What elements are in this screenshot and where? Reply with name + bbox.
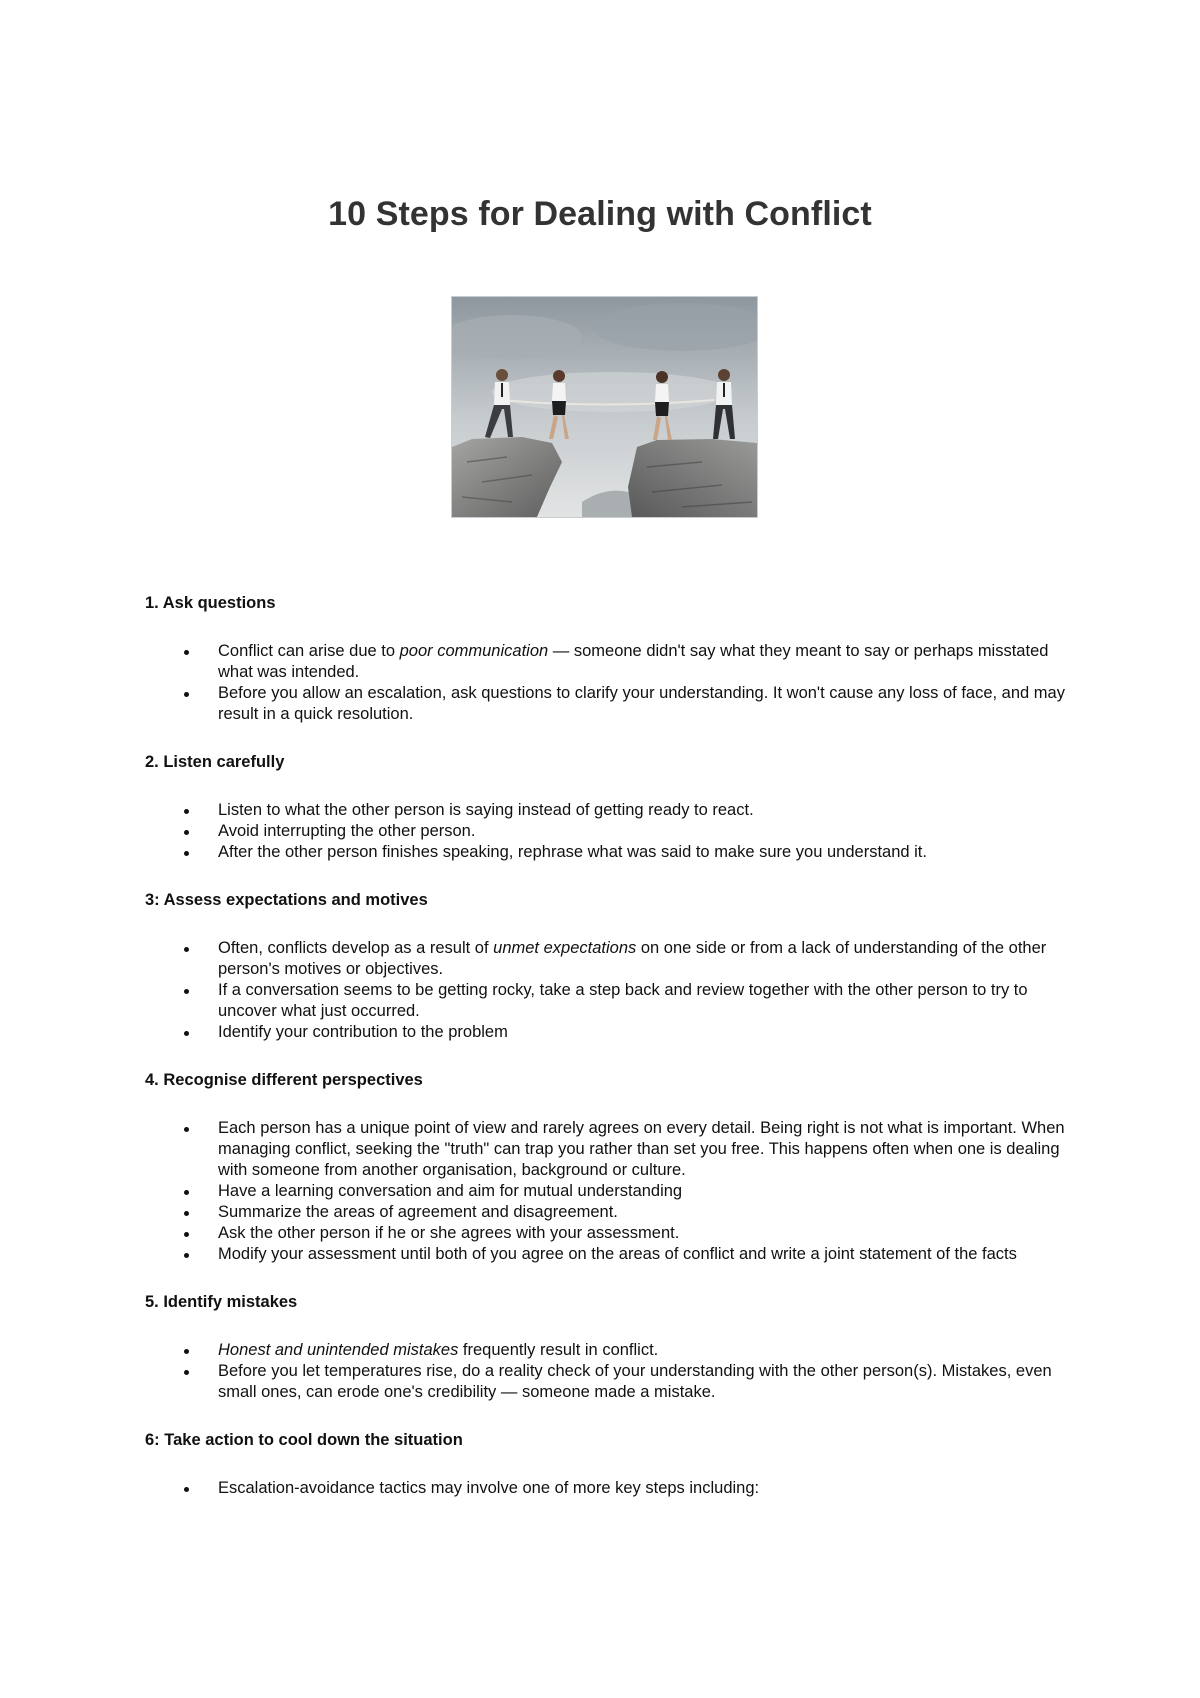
- bullet-item: Often, conflicts develop as a result of unmet expectations on one side or from a lack of understanding of the other person's motives or objectives.: [145, 938, 1066, 980]
- document-body: [145, 592, 1065, 1499]
- section-heading-recognise-perspectives: 4. Recognise different perspectives: [145, 1071, 423, 1089]
- bullet-list: [145, 1478, 1065, 1499]
- bullet-item: Summarize the areas of agreement and disagreement.: [145, 1202, 1066, 1223]
- bullet-list: [145, 800, 1065, 863]
- section-heading-listen-carefully: 2. Listen carefully: [145, 753, 285, 771]
- bullet-list: [145, 1340, 1065, 1403]
- bullet-item: Have a learning conversation and aim for mutual understanding: [145, 1181, 1066, 1202]
- bullet-item: After the other person finishes speaking, rephrase what was said to make sure you understand it.: [145, 842, 1066, 863]
- section-heading-cool-down: 6: Take action to cool down the situation: [145, 1431, 463, 1449]
- document-title: 10 Steps for Dealing with Conflict: [328, 194, 872, 233]
- section-heading-assess-expectations: 3: Assess expectations and motives: [145, 891, 428, 909]
- bullet-item: Each person has a unique point of view and rarely agrees on every detail. Being right is not what is important. When managing conflict, seeking the "truth" can trap you rather than set you free. This happens often when one is dealing with someone from another organisation, background or culture.: [145, 1118, 1066, 1181]
- bullet-item: Honest and unintended mistakes frequently result in conflict.: [145, 1340, 1066, 1361]
- bullet-item: Escalation-avoidance tactics may involve one of more key steps including:: [145, 1478, 1066, 1499]
- bullet-item: Before you let temperatures rise, do a reality check of your understanding with the other person(s). Mistakes, even small ones, can erode one's credibility — someone made a mistake.: [145, 1361, 1066, 1403]
- tug-of-war-image: [451, 296, 758, 518]
- bullet-item: Before you allow an escalation, ask questions to clarify your understanding. It won't cause any loss of face, and may result in a quick resolution.: [145, 683, 1066, 725]
- bullet-list: [145, 938, 1065, 1043]
- bullet-item: Identify your contribution to the problem: [145, 1022, 1066, 1043]
- bullet-item: Modify your assessment until both of you agree on the areas of conflict and write a joint statement of the facts: [145, 1244, 1066, 1265]
- bullet-list: [145, 641, 1065, 725]
- bullet-item: Ask the other person if he or she agrees with your assessment.: [145, 1223, 1066, 1244]
- section-heading-ask-questions: 1. Ask questions: [145, 594, 276, 612]
- bullet-list: [145, 1118, 1065, 1265]
- bullet-item: If a conversation seems to be getting rocky, take a step back and review together with the other person to try to uncover what just occurred.: [145, 980, 1066, 1022]
- bullet-item: Avoid interrupting the other person.: [145, 821, 1066, 842]
- bullet-item: Listen to what the other person is saying instead of getting ready to react.: [145, 800, 1066, 821]
- section-heading-identify-mistakes: 5. Identify mistakes: [145, 1293, 298, 1311]
- bullet-item: Conflict can arise due to poor communication — someone didn't say what they meant to say or perhaps misstated what was intended.: [145, 641, 1066, 683]
